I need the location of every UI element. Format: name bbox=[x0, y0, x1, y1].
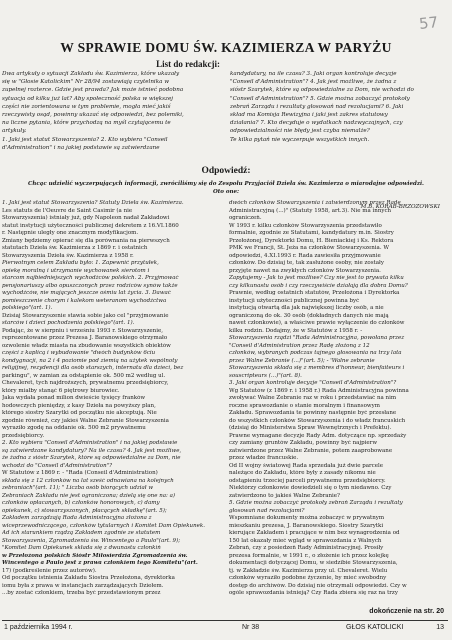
text-line: W 1993 r. kilku członków Stowarzyszenia przedstawiło bbox=[229, 222, 382, 229]
letter-signature: M.B. KORAB-BRZOZOWSKI bbox=[360, 204, 440, 210]
text-line: przez władze francuskie. bbox=[229, 455, 299, 461]
text-line: souscripteurs (...)"(art. 8). bbox=[229, 372, 302, 379]
text-line: "Conseil d'Administration"? 5. Gdzie można zobaczyć protokoły bbox=[230, 95, 410, 102]
text-line: Chevaleret, tych najdroższych, prywatnemu przedsiębiorcy, bbox=[2, 380, 169, 386]
page-number: 13 bbox=[436, 624, 444, 631]
text-line: iomu była z prawa w instancjach zarządzających Dziełem. bbox=[2, 582, 164, 589]
text-line: ...by zostać członkiem, trzeba być przedstawionym przez bbox=[2, 590, 161, 596]
text-line: ozwolenie władz miasta na zbudowanie wszystkich obiektów bbox=[2, 342, 171, 349]
text-line: są zatwierdzane kandydatury? Na ile czasu? 4. Jak jest możliwe, bbox=[2, 447, 182, 454]
text-line: Przełożonej, Dyrektorki Domu, H. Bieniackiej i Ks. Rektora bbox=[229, 237, 394, 244]
text-line: prezesa formalnie, w 1991 r., o złożenie ich przez kolejkę bbox=[229, 552, 389, 559]
text-line: Prawne wymagane decyzje Rady Adm. dotyczące np. sprzedaży bbox=[229, 432, 407, 439]
text-line: że żadna z sióstr Szarytek, które są odpowiedzialne za Dom, nie bbox=[2, 455, 181, 461]
text-line: pensjonariuszy albo opuszczonych przez rodziców synów także bbox=[2, 282, 178, 289]
text-line: wychodźców, nie mających jeszcze ośmiu lat życia. 3. Dawać bbox=[2, 290, 171, 296]
text-line: (dzisiaj do Ministerstwa Spraw Wewnętrznych i Prefektu). bbox=[229, 425, 392, 431]
answer-intro-line: Chcąc udzielić wyczerpujących informacji, zwróciliśmy się do Zespołu Przyjaciół Dzieła św. Kazimierza o miarodajne odpowiedzi. bbox=[28, 181, 424, 187]
text-line: hodowczych pieniędzy, z kasy Dzieła na powyższy plan, bbox=[2, 402, 156, 409]
text-line: mieszkaniu prezesa, J. Baranowskiego. Siostry Szarytki bbox=[229, 522, 384, 529]
text-line: parkingu", w zamian za odstąpienie ok. 500 m2 według ul. bbox=[2, 372, 166, 379]
article-headline: W SPRAWIE DOMU ŚW. KAZIMIERZA W PARYŻU bbox=[60, 40, 392, 55]
letter-left-lines bbox=[2, 70, 220, 152]
issue-number: Nr 38 bbox=[242, 624, 260, 631]
letter-left-column bbox=[2, 58, 220, 152]
text-line: odpowiedzialności nie błędy jest czyba niemalże? bbox=[230, 128, 370, 135]
text-line: Stowarzyszenia rządzi "Rada Administracyjna, powołana przez bbox=[229, 335, 405, 341]
text-line: składa się z 12 członków na lat sześć odnawiana na kolejnych bbox=[2, 477, 174, 484]
text-line: "Conseil d'Administration"? 4. Jak jest możliwe, że żadna z bbox=[230, 79, 397, 86]
text-line: Zakładem zarządzają Rada Administracyjna złożona z bbox=[2, 515, 152, 521]
text-line: 3. Jaki organ kontroluje decyzje "Conseil d'Administration"? bbox=[229, 380, 397, 386]
text-line: Wspomniane dokumenty można zobaczyć w prywatnym bbox=[229, 515, 385, 521]
text-line: odpowiedzi, 4.XI.1993 r. Rada zawiesiła przyjmowanie bbox=[229, 252, 381, 259]
text-line: który miałby stanąć 6 piętrowy biurowiec. bbox=[2, 387, 120, 394]
letter-right-column bbox=[230, 58, 448, 144]
answer-intro bbox=[0, 181, 452, 196]
text-line: artykuły. bbox=[2, 128, 27, 135]
text-line: Od początku istnienia Zakładu Siostra Przełożona, dyrektorka bbox=[2, 575, 175, 581]
text-line: czy zamiany gruntów Zakładu, powinny być najpierw bbox=[229, 440, 378, 446]
text-line: kilku rodzin. Dodajmy, że w Statutów z 1958 r. - bbox=[229, 327, 363, 334]
text-line: religijnej, rezydencji dla osób starszych, internatu dla dzieci, bez bbox=[2, 365, 184, 371]
text-line: wiceprzewodniczącego, członków tytularnych i Komitet Dam Opiekunek. bbox=[2, 522, 205, 529]
text-line: kandydatury, na ile czasu? 3. Jaki organ kontroluje decyzje bbox=[230, 71, 397, 77]
text-line: tj. w Zakładzie św. Kazimierza przy ul. Chevaleret. Wielu bbox=[229, 567, 388, 574]
answer-right-column bbox=[229, 200, 445, 598]
text-line: 5. Gdzie można zobaczyć protokoły zebrań Zarządu i rezultaty bbox=[229, 500, 403, 506]
text-line: Dwa artykuły o sytuacji Zakładu św. Kazimierza, które ukazały bbox=[2, 71, 180, 77]
text-line: przyjęte nawet na zwykłych członków Stowarzyszenia. bbox=[229, 267, 381, 274]
text-line: formalnie, zgodnie ze Statutami, kandydatury m.in. Siostry bbox=[229, 230, 394, 236]
text-line: Prawnie, według ostatnich statutów, Przełożona i Dyrektorka bbox=[229, 290, 400, 296]
text-line: Zebraniach Zakładu nie jest ograniczona; dzielą się one na: a) bbox=[2, 492, 176, 499]
text-line: pomieszczenie chorym i kalekom weteranom wychodźctwa bbox=[2, 297, 167, 304]
text-line: r. Następnie uległy one znacznym modyfikacjom. bbox=[2, 230, 139, 236]
text-line: 150 lat okazały mieć wgląd w sprawozdania z Walnych bbox=[229, 537, 382, 544]
text-line: wyraziło zgodę na oddanie ok. 500 m2 prywatnemu bbox=[2, 425, 146, 431]
text-line: Zmiany będziemy opierać się dla porównania na pierwszych bbox=[2, 237, 170, 244]
text-line: Wincentego a Paulo jest z prawa członkiem tego Komitetu"(art. bbox=[2, 560, 198, 566]
text-line: na liczne pytania, które przychodzą na myśl czytającemu te bbox=[2, 120, 171, 127]
text-line: reprezentowane przez Prezesa J. Baranowskiego otrzymało bbox=[2, 335, 168, 341]
text-line: 1. Jaki jest statut Stowarzyszenia? Statuty Dzieła św. Kazimierza. bbox=[2, 200, 184, 206]
text-line: starców i dzieci pochodzenia polskiego"(art. 1). bbox=[2, 320, 135, 326]
text-line: instytucji użyteczności publicznej powinna być bbox=[229, 297, 360, 304]
continued-note: dokończenie na str. 20 bbox=[369, 608, 444, 615]
text-line: przez Walne Zebranie (...)"(art. 5); - 'Walne zebranie bbox=[229, 357, 375, 364]
text-line: dostęp do archiwów. Do dzisiaj nie otrzymali odpowiedzi. Czy w bbox=[229, 582, 407, 589]
text-line: kondygnacji, na 2 i 4 poziomie pod ziemią na użytek wspólnoty bbox=[2, 357, 178, 364]
footer-divider bbox=[2, 620, 448, 621]
text-line: Stowarzyszenia, Zgromadzenia św. Wincentego a Paulo"(art. 9); bbox=[2, 537, 181, 544]
text-line: skład ma Komisja Rewizyjna i jaki jest zakres statutowy bbox=[230, 111, 388, 118]
text-line: "Komitet Dam Opiekunek składa się z dwunastu członkiń bbox=[2, 545, 161, 551]
answer-left-column bbox=[2, 200, 218, 598]
text-line: Wg Statutów (z 1869 r. i 1958 r.) Rada Administracyjna powinna bbox=[229, 387, 409, 394]
text-line: ograniczoną do ok. 30 osób (dokładnych danych nie mają bbox=[229, 312, 389, 319]
text-line: polskiego"(art. 1). bbox=[2, 305, 53, 311]
text-line: ograniczeń. bbox=[229, 215, 262, 221]
page-footer bbox=[0, 624, 452, 636]
issue-date: 1 października 1994 r. bbox=[4, 624, 73, 631]
text-line: W Statutów z 1869 r. - "Rada (Conseil d'Administration) bbox=[2, 470, 158, 476]
handwritten-page-number: 57 bbox=[418, 13, 439, 33]
text-line: działania? 7. Kto decyduje o wydatkach nadzwyczajnych, czy bbox=[230, 120, 403, 127]
text-line: statutach Dzieła św. Kazimierza z 1869 r. i ostatnich bbox=[2, 245, 148, 251]
text-line: należące do Zakładu, które były z zasady nikomu nie bbox=[229, 470, 376, 476]
text-line: dwóch członków Stowarzyszenia i zatwierdzonym przez Radę bbox=[229, 200, 401, 206]
answer-intro-line: Oto one: bbox=[212, 188, 240, 195]
text-line: PMK we Francji, St. Jeża na członków Stowarzyszenia. W bbox=[229, 245, 389, 251]
text-line: zupełnej rozterce. Gdzie jest prawda? Jak może istnieć podobna bbox=[2, 87, 184, 94]
letter-title: List do redakcji: bbox=[156, 59, 220, 69]
newspaper-name: GŁOS KATOLICKI bbox=[346, 624, 404, 631]
text-line: ogóle sprawozdania istnieją? Czy Rada zbiera się raz na trzy bbox=[229, 590, 398, 596]
letter-title-spacer bbox=[230, 58, 448, 70]
text-line: do wszystkich członków Stowarzyszenia i do władz francuskich bbox=[229, 417, 406, 424]
text-line: zwoływać Walne Zebranie raz w roku i przedstawiać na nim bbox=[229, 395, 397, 401]
text-line: 1. Jaki jest statut Stowarzyszenia? 2. Kto wybiera "Conseil bbox=[2, 136, 168, 143]
text-line: członków, wybranych podczas tajnego głosowania na trzy lata bbox=[229, 350, 402, 356]
text-line: Jaka wydała ponad milion dwieście tysięcy franków bbox=[2, 395, 146, 401]
text-line: rzeczywisty osąd, powinny ukazać się odpowiedzi, bez polemiki, bbox=[2, 111, 184, 118]
text-line: części nie zorientowana w tym problemie, mogła mieć jakiś bbox=[2, 103, 171, 110]
text-line: d'Administration" i na jakiej podstawie są zatwierdzane bbox=[2, 144, 160, 151]
text-line: Te kilka pytań nie wyczerpuje wszystkich innych. bbox=[230, 136, 370, 143]
text-line: wchodzi do "Conseil d'Administration"? bbox=[2, 462, 113, 469]
text-line: opiekunek, c) stowarzyszonych, płacących składkę"(art. 5); bbox=[2, 507, 167, 514]
text-line: Od II wojny światowej Rada sprzedała już dwie parcele bbox=[229, 462, 383, 469]
text-line: Les statuts de l'Oeuvre de Saint Casimir (a nie bbox=[2, 207, 133, 214]
text-line: w Przełożona polskich Sióstr Miłosierdzia Zgromadzenia św. bbox=[2, 552, 188, 559]
text-line: części z kaplicą i wybudowanie "dwóch budynków 6ciu bbox=[2, 350, 156, 356]
text-line: członków opłacanych, b) członków honorowych, c) damy bbox=[2, 500, 160, 506]
text-line: opiekę moralną i utrzymanie wychowanek sierotom i bbox=[2, 267, 150, 274]
letter-right-lines bbox=[230, 70, 448, 144]
answer-title: Odpowiedź: bbox=[201, 166, 251, 176]
text-line: "Conseil d'Administration przez Radę złożoną z 12 bbox=[229, 342, 370, 349]
text-line: Stowarzyszenia składa się z membres d'honneur, bienfaiteurs i bbox=[229, 365, 405, 371]
text-line: 2. Kto wybiera "Conseil d'Administration" i na jakiej podstawie bbox=[2, 440, 178, 446]
text-line: Administracyjną (...)" (Statuty 1958, art.3). Nie ma innych bbox=[229, 207, 392, 214]
text-line: zatwierdzono to jakieś Walne Zebranie? bbox=[229, 492, 341, 499]
text-line: roczne sprawozdanie o stanie moralnym i finansowym bbox=[229, 402, 380, 409]
text-line: się w "Głosie Katolickim" Nr 28/94 zostawiają czytelnika w bbox=[2, 79, 170, 86]
text-line: Zakładu. Sprawozdania te powinny następnie być przesłane bbox=[229, 410, 397, 416]
text-line: członków wyraziło podobne życzenie, by mieć swobodny bbox=[229, 575, 387, 581]
text-line: Stowarzyszenia) istniały już, gdy Napoleon nadał Zakładowi bbox=[2, 215, 170, 221]
text-line: którego siostry Szarytki od początku nie akceptują. Nie bbox=[2, 410, 157, 416]
text-line: przedsiębiorcy. bbox=[2, 432, 45, 439]
text-line: zebrań Zarządu i rezultaty głosowań nad rezolucjami? 6. Jaki bbox=[230, 103, 404, 110]
text-line: starcom najbiedniejszych wychodźców polskich. 2. Przyjmować bbox=[2, 275, 179, 281]
text-line: instytucją otwartą dla jak największej liczby osób, a nie bbox=[229, 305, 384, 311]
text-line: sióstr Szarytek, które są odpowiedzialne za Dom, nie wchodzi do bbox=[230, 87, 414, 94]
text-line: zatwierdzone przez Walne Zebranie, potem zaaprobowane bbox=[229, 447, 393, 454]
text-line: zgodnie również, czy jakieś Walne Zebranie Stowarzyszenia bbox=[2, 417, 169, 424]
text-line: 17) (podkreślenie przez autorów). bbox=[2, 567, 97, 574]
text-line: statut instytucji użyteczności publicznej dekretem z 16.VI.1860 bbox=[2, 222, 179, 229]
text-line: Stowarzyszenia Dzieła św. Kazimierza z 1958 r. bbox=[2, 252, 134, 259]
text-line: Zapytujemy - Jak to jest możliwe? Czy nie jest to prywata kilku bbox=[229, 275, 404, 281]
text-line: głosowań nad rezolucjami? bbox=[229, 507, 305, 514]
text-line: odstąpieniu trzeciej parceli prywatnemu przedsiębiorcy. bbox=[229, 477, 386, 484]
text-line: Podając, że w sierpniu i wrześniu 1993 r. Stowarzyszenie, bbox=[2, 327, 163, 334]
text-line: czy kilkunastu osób i czy rzeczywiście działają dla dobra Domu? bbox=[229, 282, 408, 289]
text-line: nawet członkowie), a właściwe prawie wyłączenie do członków bbox=[229, 320, 405, 326]
text-line: Zebrań, czy z posiedzeń Rady Administracyjnej. Prosiły bbox=[229, 545, 384, 551]
text-line: Dzisiaj Stowarzyszenie stawia sobie jako cel "przyjmowanie bbox=[2, 312, 169, 319]
text-line: Niektórzy członkowie dowiedzieli się o tym niedawno. Czy bbox=[229, 485, 392, 491]
text-line: Pierwotnym celem Zakładu było: 1. Zapewnić przytułek, bbox=[2, 260, 159, 266]
text-line: Ad ich starunkiem rządzą Zakładem zgodnie ze statutem bbox=[2, 530, 161, 536]
text-line: dokumentacji dotyczącej Domu, w siedzibie Stowarzyszenia, bbox=[229, 560, 398, 566]
text-line: kierujące Zakładem i pracujące w nim bez wynagrodzenia od bbox=[229, 530, 400, 536]
text-line: sytuacja od kilku już lat? Aby społeczność polska w większej bbox=[2, 95, 174, 102]
text-line: członków. Do dzisiaj te, tak zasłużone osoby, nie zostały bbox=[229, 260, 384, 266]
text-line: zebraniach"(art. 11); " Liczba osób biorących udział w bbox=[2, 485, 154, 491]
